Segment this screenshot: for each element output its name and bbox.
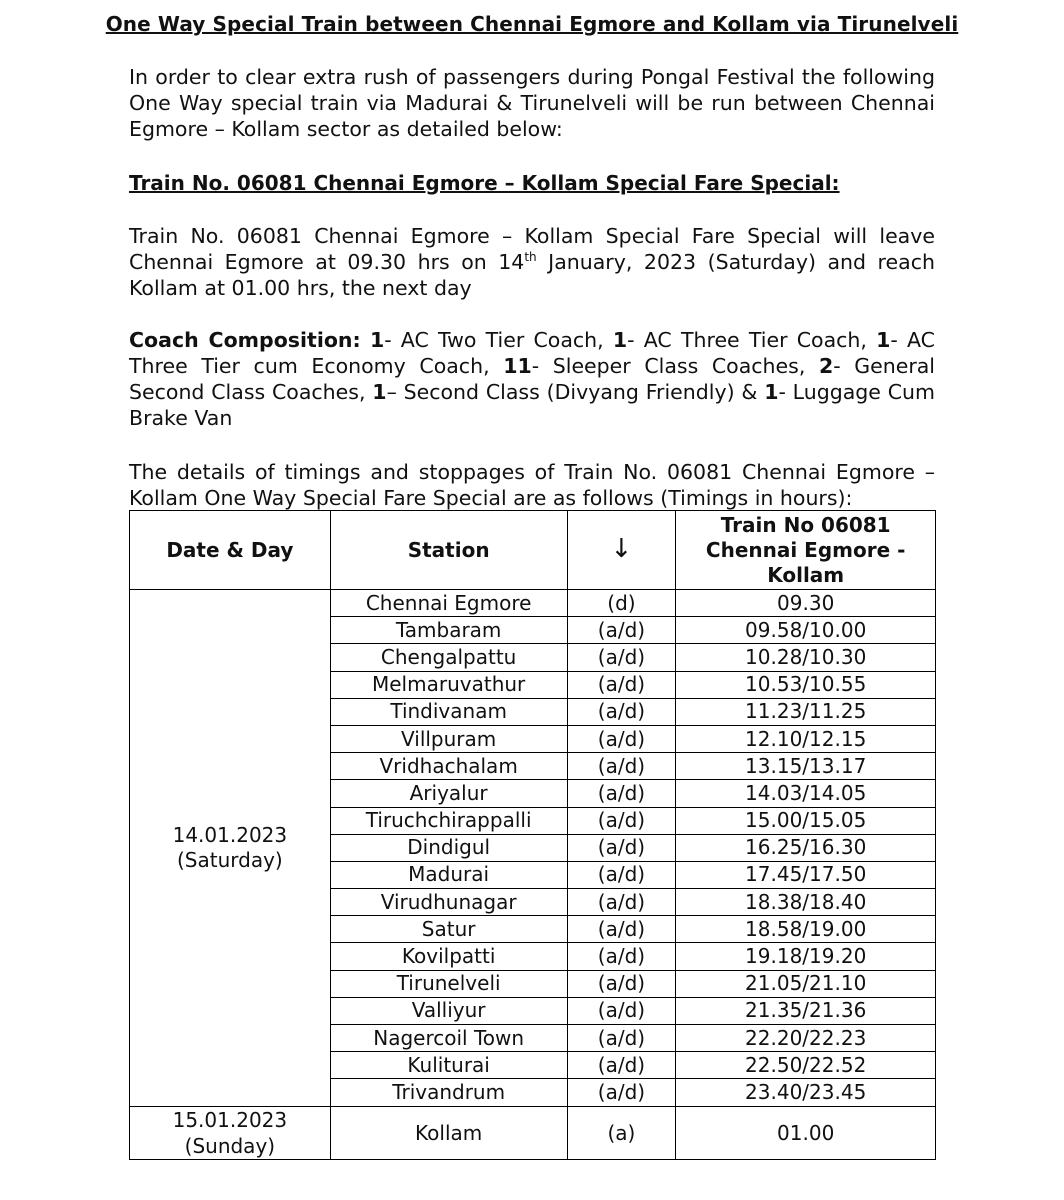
- arrival-departure-cell: (d): [567, 590, 676, 617]
- time-cell: 17.45/17.50: [676, 861, 936, 888]
- header-direction-arrow: [567, 511, 676, 590]
- station-cell: Nagercoil Town: [330, 1025, 567, 1052]
- coach-type: - Luggage Cum Brake Van: [129, 380, 936, 430]
- arrival-departure-cell: (a/d): [567, 807, 676, 834]
- coach-count: 11: [503, 354, 532, 378]
- station-cell: Melmaruvathur: [330, 671, 567, 698]
- station-cell: Kollam: [330, 1106, 567, 1159]
- document-title: One Way Special Train between Chennai Egmore and Kollam via Tirunelveli: [105, 12, 959, 36]
- time-cell: 19.18/19.20: [676, 943, 936, 970]
- arrival-departure-cell: (a/d): [567, 644, 676, 671]
- station-cell: Valliyur: [330, 997, 567, 1024]
- time-cell: 21.05/21.10: [676, 970, 936, 997]
- arrival-departure-cell: (a/d): [567, 617, 676, 644]
- timings-intro-paragraph: The details of timings and stoppages of Train No. 06081 Chennai Egmore – Kollam One Way Special Fare Special are as follows (Timings in hours):: [129, 460, 935, 510]
- coach-type: - AC Three Tier Coach,: [627, 328, 877, 352]
- arrival-departure-cell: (a/d): [567, 725, 676, 752]
- day-text: (Saturday): [177, 847, 283, 872]
- station-cell: Vridhachalam: [330, 753, 567, 780]
- arrival-departure-cell: (a/d): [567, 698, 676, 725]
- coach-count: 1: [369, 328, 385, 352]
- arrival-departure-cell: (a/d): [567, 1052, 676, 1079]
- station-cell: Kuliturai: [330, 1052, 567, 1079]
- arrival-departure-cell: (a/d): [567, 943, 676, 970]
- station-cell: Ariyalur: [330, 780, 567, 807]
- time-cell: 18.58/19.00: [676, 916, 936, 943]
- coach-count: 2: [818, 354, 834, 378]
- arrival-departure-cell: (a/d): [567, 671, 676, 698]
- time-cell: 10.53/10.55: [676, 671, 936, 698]
- day-text: (Sunday): [184, 1133, 276, 1158]
- header-date-day: Date & Day: [130, 511, 331, 590]
- arrival-departure-cell: (a/d): [567, 889, 676, 916]
- coach-type: - Sleeper Class Coaches,: [531, 354, 819, 378]
- arrival-departure-cell: (a/d): [567, 916, 676, 943]
- time-cell: 22.50/22.52: [676, 1052, 936, 1079]
- arrival-departure-cell: (a): [567, 1106, 676, 1159]
- station-cell: Dindigul: [330, 834, 567, 861]
- station-cell: Tambaram: [330, 617, 567, 644]
- station-cell: Tindivanam: [330, 698, 567, 725]
- time-cell: 21.35/21.36: [676, 997, 936, 1024]
- station-cell: Chengalpattu: [330, 644, 567, 671]
- coach-count: 1: [876, 328, 891, 352]
- station-cell: Villpuram: [330, 725, 567, 752]
- ordinal-suffix: th: [524, 250, 537, 265]
- coach-type: – Second Class (Divyang Friendly) &: [386, 380, 765, 404]
- time-cell: 11.23/11.25: [676, 698, 936, 725]
- station-cell: Kovilpatti: [330, 943, 567, 970]
- timetable-header-row: [130, 511, 936, 590]
- schedule-text-part2: January, 2023 (Saturday) and reach Kollam at 01.00 hrs, the next day: [129, 250, 935, 300]
- arrival-departure-cell: (a/d): [567, 861, 676, 888]
- header-train: Train No 06081 Chennai Egmore - Kollam: [676, 511, 936, 590]
- time-cell: 22.20/22.23: [676, 1025, 936, 1052]
- time-cell: 23.40/23.45: [676, 1079, 936, 1106]
- coach-type: - AC Three Tier cum Economy Coach,: [129, 328, 935, 378]
- arrival-departure-cell: (a/d): [567, 970, 676, 997]
- schedule-text-part1: Train No. 06081 Chennai Egmore – Kollam Special Fare Special will leave Chennai Egmore at 09.30 hrs on 14: [129, 224, 935, 274]
- station-cell: Trivandrum: [330, 1079, 567, 1106]
- intro-paragraph: In order to clear extra rush of passengers during Pongal Festival the following One Way special train via Madurai & Tirunelveli will be run between Chennai Egmore – Kollam sector as detailed below:: [129, 65, 935, 141]
- time-cell: 01.00: [676, 1106, 936, 1159]
- date-day-cell: [130, 1106, 331, 1159]
- arrival-departure-cell: (a/d): [567, 834, 676, 861]
- schedule-paragraph: [129, 223, 935, 301]
- date-day-cell: [130, 590, 331, 1107]
- time-cell: 10.28/10.30: [676, 644, 936, 671]
- station-cell: Satur: [330, 916, 567, 943]
- time-cell: 16.25/16.30: [676, 834, 936, 861]
- arrival-departure-cell: (a/d): [567, 780, 676, 807]
- time-cell: 13.15/13.17: [676, 753, 936, 780]
- table-row: [130, 1106, 936, 1159]
- station-cell: Virudhunagar: [330, 889, 567, 916]
- timetable: [129, 510, 936, 1160]
- arrival-departure-cell: (a/d): [567, 1079, 676, 1106]
- table-row: [130, 590, 936, 617]
- time-cell: 09.30: [676, 590, 936, 617]
- time-cell: 18.38/18.40: [676, 889, 936, 916]
- station-cell: Tiruchchirappalli: [330, 807, 567, 834]
- coach-count: 1: [372, 380, 387, 404]
- time-cell: 09.58/10.00: [676, 617, 936, 644]
- coach-type: - AC Two Tier Coach,: [384, 328, 613, 352]
- date-text: 15.01.2023: [172, 1107, 288, 1132]
- coach-composition-label: Coach Composition:: [129, 328, 361, 352]
- timetable-body: [130, 590, 936, 1160]
- time-cell: 15.00/15.05: [676, 807, 936, 834]
- arrival-departure-cell: (a/d): [567, 1025, 676, 1052]
- down-arrow-icon: ↓: [610, 534, 633, 564]
- coach-composition-paragraph: [129, 327, 935, 431]
- station-cell: Chennai Egmore: [330, 590, 567, 617]
- arrival-departure-cell: (a/d): [567, 997, 676, 1024]
- train-subheading: Train No. 06081 Chennai Egmore – Kollam Special Fare Special:: [129, 171, 840, 195]
- coach-count: 1: [764, 380, 779, 404]
- arrival-departure-cell: (a/d): [567, 753, 676, 780]
- header-station: Station: [330, 511, 567, 590]
- time-cell: 14.03/14.05: [676, 780, 936, 807]
- time-cell: 12.10/12.15: [676, 725, 936, 752]
- date-text: 14.01.2023: [172, 822, 288, 847]
- coach-type: - General Second Class Coaches,: [129, 354, 936, 404]
- station-cell: Madurai: [330, 861, 567, 888]
- station-cell: Tirunelveli: [330, 970, 567, 997]
- coach-count: 1: [612, 328, 628, 352]
